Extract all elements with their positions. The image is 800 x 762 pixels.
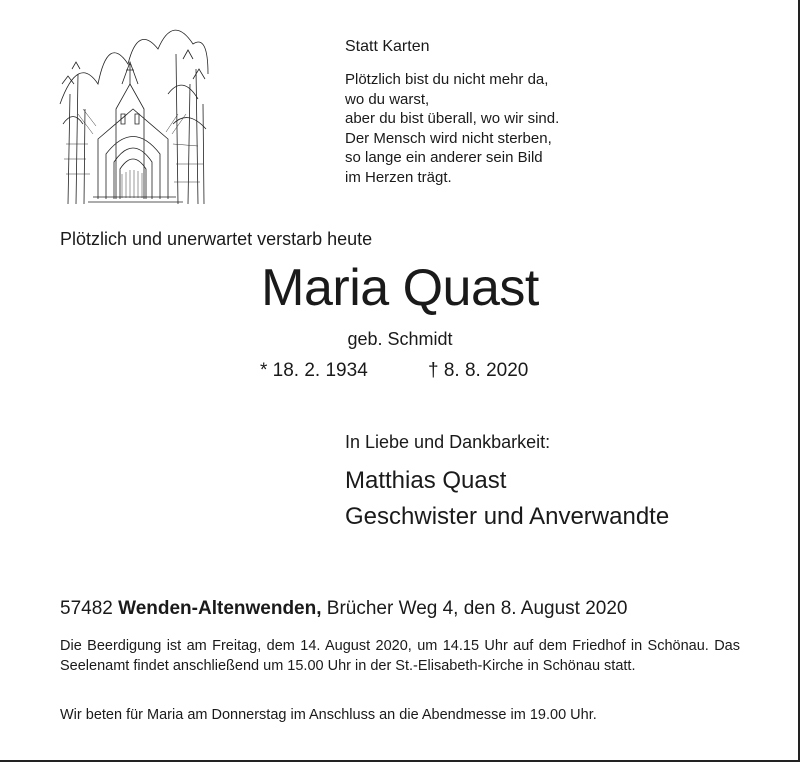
birth-name: geb. Schmidt <box>347 329 453 349</box>
town: Wenden-Altenwenden, <box>118 598 322 619</box>
postcode: 57482 <box>60 598 113 619</box>
street-date: Brücher Weg 4, den 8. August 2020 <box>326 598 628 619</box>
poem-line: Der Mensch wird nicht sterben, <box>345 129 552 147</box>
funeral-details: Die Beerdigung ist am Freitag, dem 14. August 2020, um 14.15 Uhr auf dem Friedhof in Schönau. Das Seelenamt findet anschließend um 15.00 Uhr in der St.-Elisabeth-Kirche in Schönau statt. <box>60 638 740 674</box>
mourner-name: Matthias Quast <box>345 467 507 494</box>
prayer-details: Wir beten für Maria am Donnerstag im Anschluss an die Abendmesse im 19.00 Uhr. <box>60 707 597 723</box>
poem-line: im Herzen trägt. <box>345 168 452 186</box>
statt-karten-label: Statt Karten <box>345 38 430 55</box>
poem-line: Plötzlich bist du nicht mehr da, <box>345 71 549 88</box>
birth-date: * 18. 2. 1934 <box>260 360 368 381</box>
mourners-block <box>345 432 669 535</box>
address-line <box>60 598 628 620</box>
death-date: † 8. 8. 2020 <box>428 360 529 381</box>
mourners-caption: In Liebe und Dankbarkeit: <box>345 432 551 452</box>
poem <box>345 70 559 187</box>
announcement-intro: Plötzlich und unerwartet verstarb heute <box>60 229 373 249</box>
poem-line: so lange ein anderer sein Bild <box>345 149 543 166</box>
poem-line: aber du bist überall, wo wir sind. <box>345 110 560 127</box>
mourner-name: Geschwister und Anverwandte <box>345 503 670 530</box>
chapel-drawing-icon <box>58 14 210 208</box>
header-block <box>345 38 559 187</box>
deceased-name: Maria Quast <box>261 259 539 317</box>
poem-line: wo du warst, <box>345 90 430 108</box>
